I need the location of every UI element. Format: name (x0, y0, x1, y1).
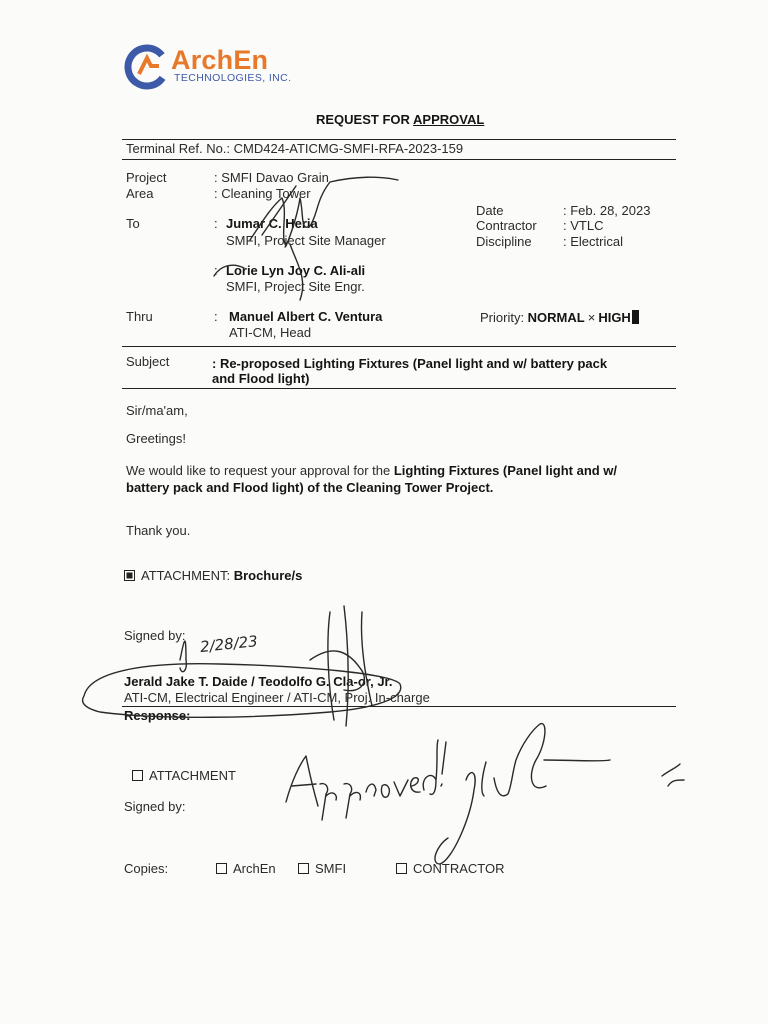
copy-option-label: SMFI (315, 861, 347, 876)
handwritten-date: 2/28/23 (199, 632, 259, 657)
terminal-ref: Terminal Ref. No.: CMD424-ATICMG-SMFI-RFA-2023-159 (126, 141, 464, 156)
body-text: We would like to request your approval for the (126, 463, 394, 478)
date-value: : Feb. 28, 2023 (563, 203, 651, 218)
copies-label: Copies: (124, 861, 169, 876)
priority-high: HIGH (598, 310, 631, 325)
copy-option-label: ArchEn (233, 861, 276, 876)
to-title-2: SMFI, Project Site Engr. (226, 279, 365, 294)
greeting: Greetings! (126, 431, 186, 446)
to-name-2: Lorie Lyn Joy C. Ali-ali (226, 263, 366, 278)
discipline-value: : Electrical (563, 234, 623, 249)
attachment-value: Brochure/s (233, 568, 303, 583)
contractor-label: Contractor (476, 218, 537, 233)
attachment-label: ATTACHMENT: (141, 568, 234, 583)
title-emphasis: APPROVAL (413, 112, 485, 127)
to-colon-2: : (214, 263, 218, 278)
to-name-1: Jumar C. Heria (226, 216, 318, 231)
discipline-label: Discipline (476, 234, 532, 249)
response-attachment-label: ATTACHMENT (149, 768, 236, 783)
response-label: Response: (124, 708, 191, 723)
subject-value: : Re-proposed Lighting Fixtures (Panel light and w/ battery pack (212, 356, 608, 371)
logo-subtitle: TECHNOLOGIES, INC. (174, 72, 292, 84)
thru-colon: : (214, 309, 218, 324)
priority-label: Priority: (480, 310, 528, 325)
date-label: Date (476, 203, 504, 218)
contractor-value: : VTLC (563, 218, 604, 233)
response-signed-by: Signed by: (124, 799, 186, 814)
area-value: : Cleaning Tower (214, 186, 311, 201)
copy-option-label: CONTRACTOR (413, 861, 505, 876)
thru-name: Manuel Albert C. Ventura (229, 309, 383, 324)
body-bold-2: battery pack and Flood light) of the Cleaning Tower Project. (126, 480, 494, 495)
area-label: Area (126, 186, 154, 201)
to-title-1: SMFI, Project Site Manager (226, 233, 386, 248)
priority-normal: NORMAL (527, 310, 585, 325)
signer-titles: ATI-CM, Electrical Engineer / ATI-CM, Proj. In-charge (124, 690, 430, 705)
thru-label: Thru (126, 309, 153, 324)
project-value: : SMFI Davao Grain (214, 170, 329, 185)
thanks: Thank you. (126, 523, 191, 538)
thru-title: ATI-CM, Head (229, 325, 312, 340)
subject-value-2: and Flood light) (212, 371, 310, 386)
to-colon-1: : (214, 216, 218, 231)
body-bold-1: Lighting Fixtures (Panel light and w/ (393, 463, 618, 478)
subject-label: Subject (126, 354, 170, 369)
salutation: Sir/ma'am, (126, 403, 188, 418)
priority-mark: × (587, 310, 596, 325)
logo-word: ArchEn (171, 45, 269, 75)
title-prefix: REQUEST FOR (316, 112, 414, 127)
to-label: To (126, 216, 140, 231)
project-label: Project (126, 170, 167, 185)
signed-by-label: Signed by: (124, 628, 186, 643)
signer-names: Jerald Jake T. Daide / Teodolfo G. Cla-or, Jr. (124, 674, 393, 689)
